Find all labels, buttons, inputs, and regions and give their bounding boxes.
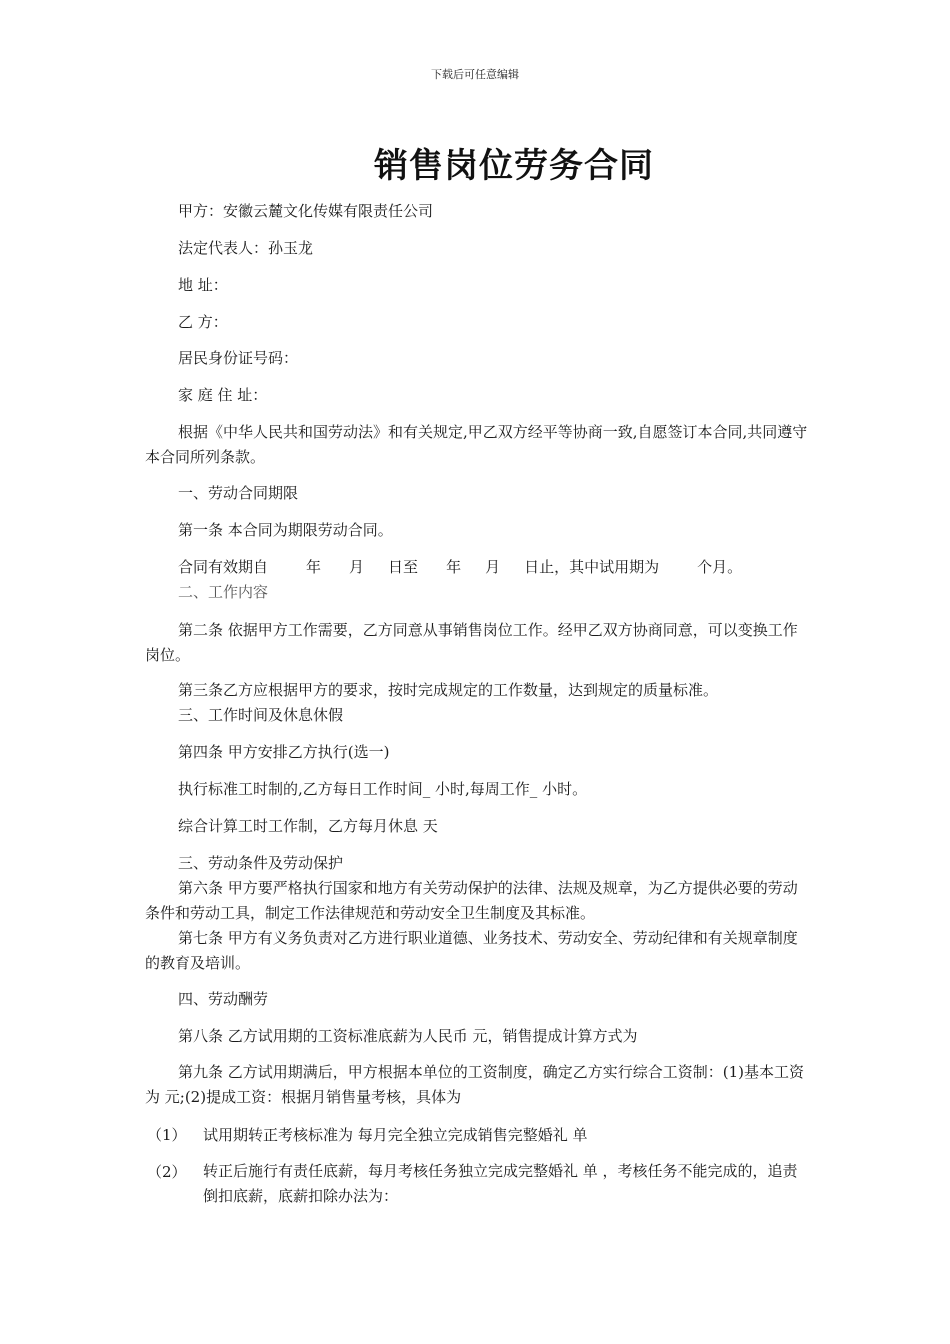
article-7: 第七条 甲方有义务负责对乙方进行职业道德、业务技术、劳动安全、劳动纪律和有关规章制度的教育及培训。 (145, 929, 798, 972)
article-9: 第九条 乙方试用期满后，甲方根据本单位的工资制度，确定乙方实行综合工资制：(1)基本工资为 元;(2)提成工资：根据月销售量考核，具体为 (145, 1063, 805, 1106)
article-4: 第四条 甲方安排乙方执行(选一) (178, 743, 390, 761)
section-3b-heading: 三、劳动条件及劳动保护 (178, 854, 344, 872)
period-part: 月 (349, 558, 365, 576)
period-part: 月 (485, 558, 501, 576)
period-part: 年 (306, 558, 322, 576)
comprehensive-hours: 综合计算工时工作制，乙方每月休息 天 (178, 817, 438, 835)
period-part: 合同有效期自 (178, 558, 269, 576)
period-part: 日止，其中试用期为 (524, 558, 660, 576)
period-part: 日至 (388, 558, 419, 576)
contract-period-line (178, 557, 742, 577)
item-2-text: 转正后施行有责任底薪，每月考核任务独立完成完整婚礼 单 ，考核任务不能完成的，追责倒扣底薪，底薪扣除办法为： (203, 1162, 798, 1205)
item-2-number: （2） (147, 1163, 187, 1181)
period-part: 年 (446, 558, 462, 576)
header-note: 下载后可任意编辑 (431, 68, 519, 81)
party-b: 乙 方： (178, 313, 228, 331)
period-part: 个月。 (697, 558, 743, 576)
id-number-field: 居民身份证号码： (178, 349, 299, 367)
intro-paragraph: 根据《中华人民共和国劳动法》和有关规定,甲乙双方经平等协商一致,自愿签订本合同,共同遵守本合同所列条款。 (145, 423, 808, 466)
article-6: 第六条 甲方要严格执行国家和地方有关劳动保护的法律、法规及规章，为乙方提供必要的劳动条件和劳动工具，制定工作法律规范和劳动安全卫生制度及其标准。 (145, 879, 798, 922)
section-4-heading: 四、劳动酬劳 (178, 990, 269, 1008)
section-2-heading: 二、工作内容 (178, 583, 269, 601)
article-2: 第二条 依据甲方工作需要，乙方同意从事销售岗位工作。经甲乙双方协商同意，可以变换工作岗位。 (145, 621, 798, 664)
section-1-heading: 一、劳动合同期限 (178, 484, 299, 502)
article-8: 第八条 乙方试用期的工资标准底薪为人民币 元，销售提成计算方式为 (178, 1027, 638, 1045)
home-address-field: 家 庭 住 址： (178, 386, 268, 404)
article-3: 第三条乙方应根据甲方的要求，按时完成规定的工作数量，达到规定的质量标准。 (178, 681, 719, 699)
address-field: 地 址： (178, 276, 228, 294)
article-1: 第一条 本合同为期限劳动合同。 (178, 521, 393, 539)
party-a: 甲方：安徽云麓文化传媒有限责任公司 (178, 202, 434, 220)
item-1-text: 试用期转正考核标准为 每月完全独立完成销售完整婚礼 单 (203, 1126, 588, 1144)
legal-representative: 法定代表人：孙玉龙 (178, 239, 314, 257)
section-3-heading: 三、工作时间及休息休假 (178, 706, 344, 724)
standard-hours: 执行标准工时制的,乙方每日工作时间_ 小时,每周工作_ 小时。 (178, 780, 588, 798)
item-1-number: （1） (147, 1126, 187, 1144)
document-title: 销售岗位劳务合同 (374, 146, 654, 186)
